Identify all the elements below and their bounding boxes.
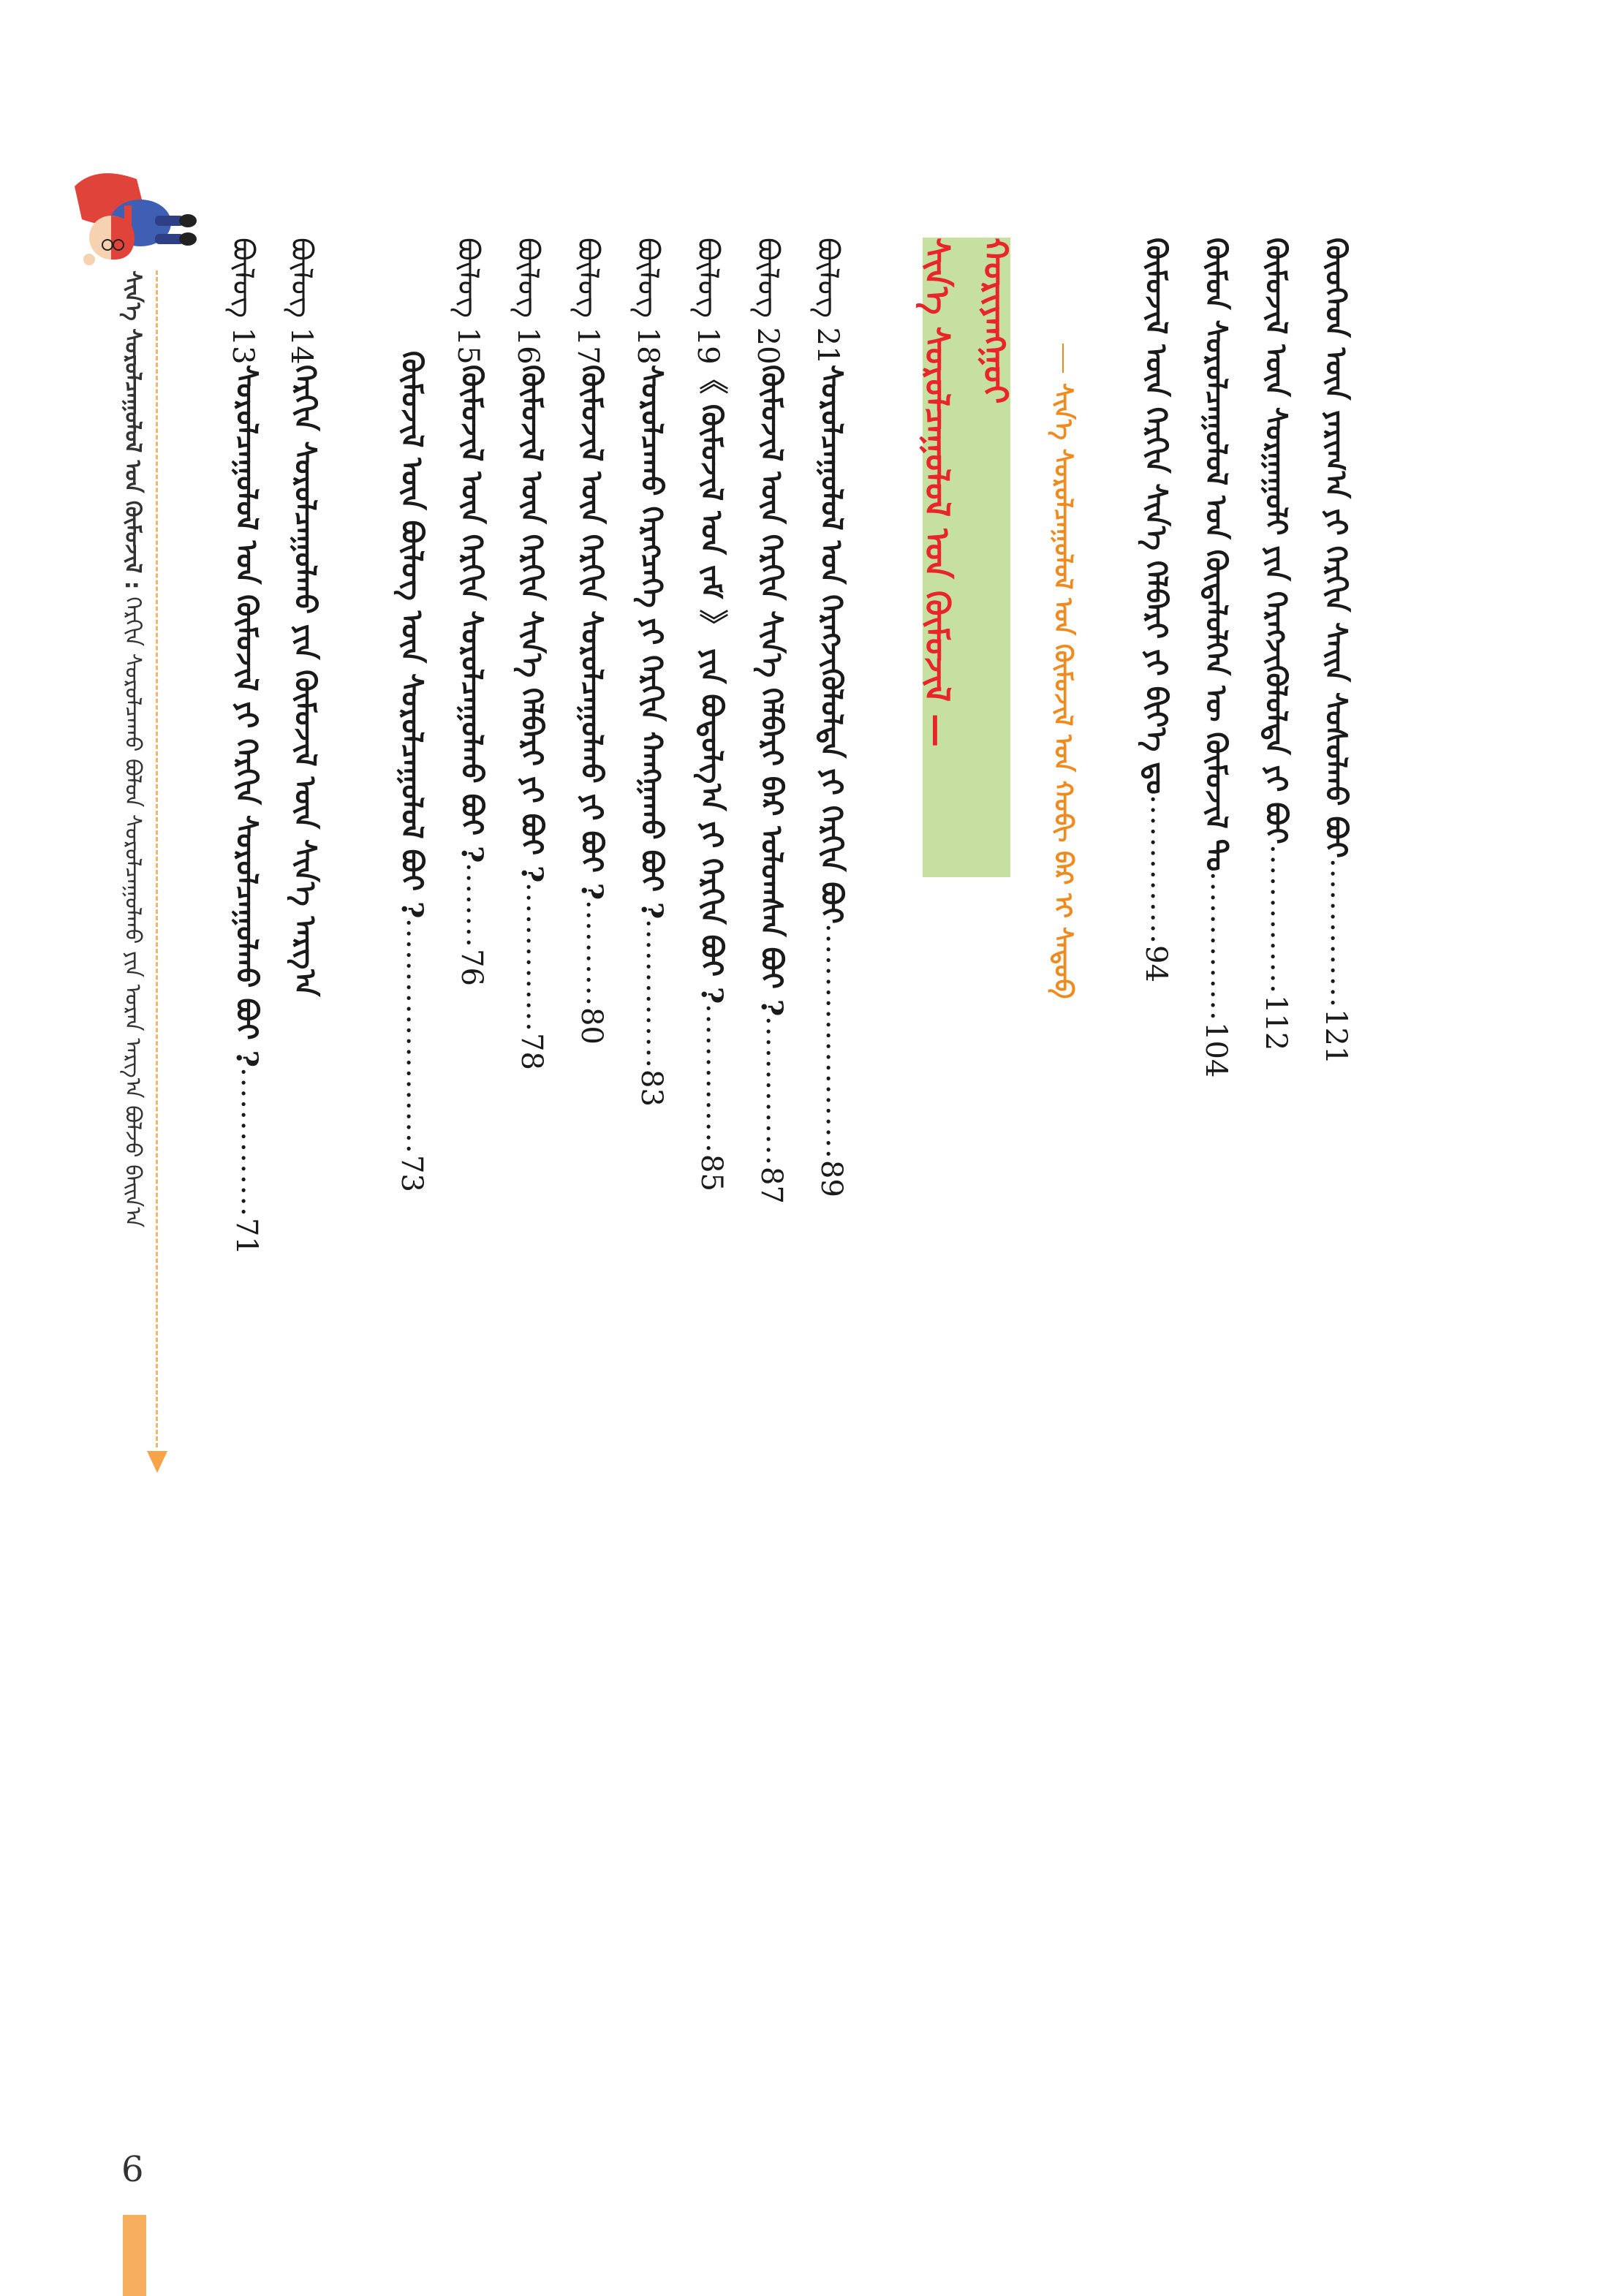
footer-label: ᠰᠢᠨ᠎ᠡ ᠰᠤᠷᠤᠯᠴᠠᠭᠤᠯᠤᠯ ᠤᠨ ᠬᠦᠮᠦᠵᠢᠯ :	[120, 270, 145, 590]
leader-dots: ..............	[235, 1066, 268, 1218]
section-subtitle-text: ᠰᠢᠨ᠎ᠡ ᠰᠤᠷᠤᠯᠴᠠᠭᠤᠯᠤᠯ ᠤᠨ ᠬᠦᠮᠦᠵᠢᠯ ᠤᠨ ᠬᠣᠪᠢ ᠪᠡᠷ ᠢ ᠰᠡᠳᠦᠪ	[1048, 383, 1078, 999]
page-ref: 87	[754, 1166, 788, 1204]
page-ref: 78	[515, 1033, 548, 1070]
toc-entry[interactable]	[812, 238, 851, 1197]
page-ref: 112	[1259, 994, 1293, 1051]
chapter-label: ᠪᠦᠯᠦᠭ 17	[571, 238, 605, 365]
section-subtitle	[1041, 344, 1085, 999]
leader-dots: ..............	[1324, 857, 1358, 1009]
toc-title: ᠬᠦᠮᠦᠨ ᠰᠤᠷᠤᠯᠴᠠᠭᠤᠯᠤᠯ ᠤᠨ ᠬᠦᠳᠡᠯᠦᠯᠭᠡᠨ ᠦ ᠬᠦᠮᠦᠵᠢᠯ ᠲᠤ	[1199, 238, 1233, 872]
leader-dots: ......................	[400, 918, 434, 1156]
toc-entry-top-3[interactable]	[1196, 238, 1236, 1078]
page-ref: 121	[1319, 1008, 1352, 1065]
subtitle-rule	[1062, 344, 1064, 373]
leader-dots: ..............	[1204, 871, 1238, 1023]
toc-title: ᠬᠦᠮᠦᠵᠢᠯ ᠦᠨ ᠪᠦᠯᠦᠭ ᠦᠨ ᠰᠤᠷᠤᠯᠴᠠᠭᠤᠯᠤᠯ ᠪᠤᠢ ?	[395, 351, 429, 919]
page-ref: 76	[455, 948, 488, 986]
toc-title: ᠬᠦᠮᠦᠵᠢᠯ ᠦᠨ ᠰᠤᠷᠭᠠᠭᠤᠯᠢ ᠶᠢᠨ ᠬᠡᠷᠡᠭᠵᠢᠭᠦᠯᠦᠯᠲᠡ ᠶᠢ ᠪᠤᠢ	[1259, 238, 1293, 844]
toc-title: ᠬᠦᠮᠦᠵᠢᠯ ᠦᠨ ᠬᠡᠷᠬᠢᠨ ᠰᠤᠷᠤᠯᠴᠠᠭᠤᠯᠬᠤ ᠪᠤᠢ ?	[455, 364, 489, 863]
toc-title: ᠬᠦᠦᠬᠡᠳ ᠦᠨ ᠶᠠᠷᠢᠭ᠎ᠠ ᠶᠢ ᠬᠡᠷᠬᠢᠨ ᠰᠠᠢᠨ ᠰᠤᠰᠤᠯᠬᠤ ᠪᠤᠢ	[1319, 238, 1353, 858]
toc-title: ᠰᠤᠷᠤᠯᠴᠠᠭᠤᠯᠤᠯ ᠤᠨ ᠬᠦᠮᠦᠵᠢᠯ ᠶᠢ ᠬᠡᠷᠬᠢᠨ ᠰᠤᠷᠤᠯᠴᠠᠭᠤᠯᠬᠤ ᠪᠤᠢ ?	[230, 364, 264, 1067]
toc-title: ᠬᠦᠮᠦᠵᠢᠯ ᠦᠨ ᠬᠡᠷᠬᠢᠨ ᠰᠢᠨ᠎ᠡ ᠬᠡᠯᠪᠡᠷᠢ ᠪᠠᠷ ᠤᠯᠤᠭᠰᠠᠨ ᠪᠤᠢ ?	[754, 364, 789, 1016]
leader-dots: ..............	[1144, 794, 1178, 945]
toc-entry[interactable]	[692, 238, 731, 1191]
leader-dots: ......................	[820, 923, 853, 1161]
toc-entry-top-2[interactable]	[1256, 238, 1298, 1051]
chapter-label: ᠪᠦᠯᠦᠭ 20	[751, 238, 784, 365]
page-number: 6	[121, 2149, 144, 2190]
chapter-label: ᠪᠦᠯᠦᠭ 14	[284, 238, 318, 365]
toc-entry-top-1[interactable]	[1316, 238, 1358, 1065]
toc-entry[interactable]	[452, 238, 491, 986]
toc-title: ᠰᠤᠷᠤᠯᠴᠠᠭᠤᠯᠤᠯ ᠤᠨ ᠬᠡᠷᠡᠭᠵᠢᠭᠦᠯᠦᠯᠲᠡ ᠶᠢ ᠬᠡᠷᠬᠢᠨ ᠪᠤᠢ	[814, 364, 849, 924]
leader-dots: ..............	[520, 882, 553, 1034]
chapter-label: ᠪᠦᠯᠦᠭ 16	[511, 238, 545, 365]
section-heading-text: ᠰᠢᠨ᠎ᠡ ᠰᠤᠷᠤᠯᠴᠠᠭᠤᠯᠤᠯ ᠤᠨ ᠬᠦᠮᠦᠵᠢᠯ — ᠬᠤᠷᠢᠶᠠᠩᠭᠤᠢ	[918, 238, 1015, 748]
page-ref: 71	[230, 1217, 263, 1255]
leader-dots: ..............	[760, 1015, 793, 1167]
toc-entry[interactable]	[227, 238, 266, 1255]
footer-arrow-icon	[147, 1451, 167, 1473]
leader-dots: ..............	[700, 1003, 733, 1154]
footer-text: ᠬᠡᠷᠬᠢᠨ ᠰᠤᠷᠤᠯᠴᠠᠬᠤ ᠪᠣᠯᠤᠨ ᠰᠤᠷᠤᠯᠴᠠᠭᠤᠯᠬᠤ ᠶᠢᠨ ᠤᠷᠠᠨ ᠠᠷᠭ᠎ᠠ ᠪᠤᠯᠵᠤ ᠪᠠᠢᠨ᠎ᠠ	[120, 596, 145, 1228]
footer-dashed-rule	[156, 270, 158, 1447]
toc-entry[interactable]	[632, 238, 671, 1107]
superhero-mascot-illustration	[67, 135, 221, 274]
toc-title: ᠰᠤᠷᠤᠯᠴᠠᠬᠤ ᠬᠡᠷᠡᠭᠴᠡᠭᠡ ᠶᠢ ᠬᠡᠷᠬᠢᠨ ᠬᠠᠩᠭᠠᠬᠤ ᠪᠤᠢ ?	[635, 364, 669, 919]
chapter-label: ᠪᠦᠯᠦᠭ 18	[631, 238, 665, 365]
running-footer	[113, 270, 152, 1227]
page-ref: 83	[635, 1069, 668, 1107]
toc-entry[interactable]	[392, 351, 434, 1193]
chapter-label: ᠪᠦᠯᠦᠭ 13	[226, 238, 260, 365]
leader-dots: ..............	[640, 918, 673, 1069]
section-heading	[918, 238, 1015, 877]
toc-entry[interactable]	[752, 238, 791, 1204]
page-ref: 73	[395, 1155, 428, 1193]
leader-dots: ..............	[1264, 844, 1298, 995]
toc-entry-top-4[interactable]	[1136, 238, 1176, 982]
toc-entry[interactable]	[284, 238, 323, 996]
toc-title: ᠬᠦᠮᠦᠵᠢᠯ ᠦᠨ ᠬᠡᠷᠬᠢᠨ ᠰᠤᠷᠤᠯᠴᠠᠭᠤᠯᠬᠤ ᠶᠢ ᠪᠤᠢ ?	[575, 364, 609, 900]
toc-title: ᠬᠦᠮᠦᠵᠢᠯ ᠦᠨ ᠬᠡᠷᠬᠢᠨ ᠰᠢᠨ᠎ᠡ ᠬᠡᠯᠪᠡᠷᠢ ᠶᠢ ᠪᠢᠶ᠎ᠡ ᠳᠤ	[1139, 238, 1173, 795]
chapter-label: ᠪᠦᠯᠦᠭ 21	[811, 238, 844, 365]
toc-entry[interactable]	[572, 238, 611, 1045]
page-ref: 94	[1139, 944, 1173, 982]
page-ref: 104	[1199, 1022, 1233, 1078]
page-ref: 80	[575, 1007, 608, 1045]
toc-entry[interactable]	[512, 238, 551, 1070]
toc-title: ᠬᠦᠮᠦᠵᠢᠯ ᠦᠨ ᠬᠡᠷᠬᠢᠨ ᠰᠢᠨ᠎ᠡ ᠬᠡᠯᠪᠡᠷᠢ ᠶᠢ ᠪᠤᠢ ?	[515, 364, 549, 883]
toc-title: ᠬᠡᠷᠬᠢᠨ ᠰᠤᠷᠤᠯᠴᠠᠭᠤᠯᠬᠤ ᠶᠢᠨ ᠬᠦᠮᠦᠵᠢᠯ ᠦᠨ ᠰᠢᠨ᠎ᠡ ᠠᠷᠭ᠎ᠠ	[288, 364, 322, 996]
chapter-label: ᠪᠦᠯᠦᠭ 19	[691, 238, 725, 365]
leader-dots: ........	[460, 863, 493, 949]
page-ref: 85	[695, 1153, 728, 1191]
page-edge-tab	[123, 2215, 146, 2296]
leader-dots: ..........	[580, 899, 613, 1007]
toc-title: 《 ᠬᠦᠮᠦᠵᠢᠯ ᠤᠨ ᠵᠠᠮ 》 ᠶᠢᠨ ᠪᠣᠳᠤᠯᠭ᠎ᠠ ᠶᠢ ᠬᠡᠷᠬᠢᠨ ᠪᠤᠢ ?	[695, 364, 729, 1004]
chapter-label: ᠪᠦᠯᠦᠭ 15	[451, 238, 485, 365]
page-ref: 89	[814, 1160, 848, 1197]
